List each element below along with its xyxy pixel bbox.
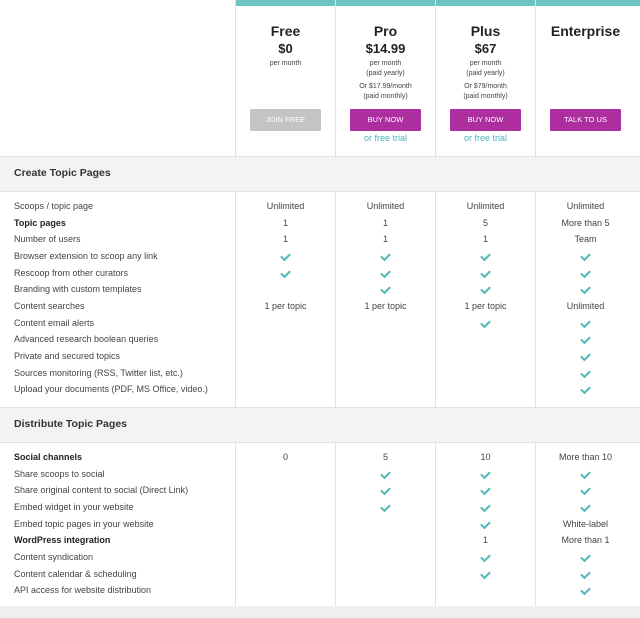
checkmark-icon: [480, 267, 491, 278]
feature-included-cell: [536, 552, 635, 562]
feature-row: [0, 216, 640, 233]
checkmark-icon: [580, 552, 591, 563]
checkmark-icon: [580, 267, 591, 278]
feature-value-cell: 1 per topic: [364, 300, 407, 311]
feature-value-cell: Unlimited: [266, 201, 305, 211]
plan-name: Free: [270, 23, 301, 39]
feature-label: Content calendar & scheduling: [14, 568, 137, 579]
plan-name: Plus: [470, 23, 501, 39]
feature-included-cell: [536, 351, 635, 361]
feature-included-cell: [336, 485, 435, 495]
checkmark-icon: [380, 251, 391, 262]
plan-price: $14.99: [365, 41, 406, 56]
feature-included-cell: [436, 251, 535, 261]
checkmark-icon: [580, 317, 591, 328]
checkmark-icon: [380, 468, 391, 479]
feature-included-cell: [536, 368, 635, 378]
checkmark-icon: [580, 284, 591, 295]
enterprise-talk-to-us-button[interactable]: TALK TO US: [550, 109, 621, 131]
feature-value-cell: 5: [482, 217, 488, 228]
feature-label: Content searches: [14, 300, 85, 311]
feature-value-cell: More than 1: [561, 535, 610, 546]
feature-label: Content syndication: [14, 551, 94, 562]
checkmark-icon: [580, 485, 591, 496]
feature-included-cell: [236, 251, 335, 261]
feature-included-cell: [436, 318, 535, 328]
feature-included-cell: [436, 502, 535, 512]
checkmark-icon: [280, 251, 291, 262]
checkmark-icon: [580, 568, 591, 579]
plan-price-note: (paid yearly): [366, 70, 405, 77]
checkmark-icon: [580, 468, 591, 479]
checkmark-icon: [480, 251, 491, 262]
feature-row: [0, 567, 640, 584]
feature-value-cell: Unlimited: [366, 201, 405, 211]
feature-row: [0, 366, 640, 383]
feature-value-cell: 1 per topic: [264, 300, 307, 311]
feature-row: [0, 266, 640, 283]
feature-value-cell: 1: [282, 217, 288, 228]
feature-label: Content email alerts: [14, 317, 95, 328]
checkmark-icon: [580, 351, 591, 362]
feature-included-cell: [536, 585, 635, 595]
feature-included-cell: [336, 284, 435, 294]
checkmark-icon: [380, 267, 391, 278]
plan-price-note: Or $17.99/month: [359, 83, 412, 90]
feature-row: [0, 467, 640, 484]
section-header: [0, 156, 640, 192]
feature-included-cell: [436, 485, 535, 495]
feature-value-cell: 10: [480, 452, 491, 462]
feature-row: [0, 299, 640, 316]
feature-label: Browser extension to scoop any link: [14, 250, 158, 261]
checkmark-icon: [480, 317, 491, 328]
feature-label: Branding with custom templates: [14, 284, 142, 295]
feature-row: [0, 316, 640, 333]
feature-included-cell: [436, 552, 535, 562]
feature-included-cell: [236, 268, 335, 278]
feature-value-cell: 1: [382, 217, 388, 228]
feature-included-cell: [536, 384, 635, 394]
checkmark-icon: [380, 485, 391, 496]
plan-pro: [336, 0, 435, 143]
checkmark-icon: [580, 502, 591, 513]
feature-label: WordPress integration: [14, 535, 111, 546]
checkmark-icon: [480, 468, 491, 479]
feature-included-cell: [336, 469, 435, 479]
checkmark-icon: [380, 502, 391, 513]
feature-row: [0, 500, 640, 517]
feature-value-cell: 1 per topic: [464, 300, 507, 311]
plan-price-note: (paid monthly): [463, 93, 508, 100]
feature-included-cell: [536, 318, 635, 328]
feature-row: [0, 450, 640, 467]
plan-name: Pro: [373, 23, 398, 39]
feature-included-cell: [436, 284, 535, 294]
section-title: Create Topic Pages: [14, 167, 111, 179]
feature-included-cell: [536, 268, 635, 278]
plan-price-note: Or $79/month: [464, 83, 507, 90]
plus-buy-now-button[interactable]: BUY NOW: [450, 109, 521, 131]
feature-label: Social channels: [14, 452, 83, 462]
feature-label: Embed topic pages in your website: [14, 518, 154, 529]
feature-row: [0, 550, 640, 567]
free-join-free-button[interactable]: JOIN FREE: [250, 109, 321, 131]
feature-included-cell: [336, 251, 435, 261]
pro-buy-now-button[interactable]: BUY NOW: [350, 109, 421, 131]
feature-included-cell: [436, 268, 535, 278]
plan-name: Enterprise: [550, 23, 621, 39]
checkmark-icon: [280, 267, 291, 278]
plus-free-trial-link[interactable]: or free trial: [463, 133, 507, 143]
feature-label: Share original content to social (Direct Link): [14, 485, 189, 496]
feature-row: [0, 232, 640, 249]
feature-label: Upload your documents (PDF, MS Office, video.): [14, 384, 208, 395]
checkmark-icon: [480, 568, 491, 579]
feature-row: [0, 332, 640, 349]
feature-included-cell: [436, 569, 535, 579]
plan-price-note: per month: [269, 60, 302, 67]
section-title: Distribute Topic Pages: [14, 418, 127, 430]
feature-included-cell: [536, 569, 635, 579]
checkmark-icon: [580, 367, 591, 378]
feature-value-cell: Unlimited: [466, 201, 505, 211]
checkmark-icon: [480, 552, 491, 563]
feature-included-cell: [336, 268, 435, 278]
feature-label: Advanced research boolean queries: [14, 334, 159, 345]
feature-label: Topic pages: [14, 217, 66, 228]
checkmark-icon: [380, 284, 391, 295]
feature-row: [0, 199, 640, 216]
plan-price: $0: [278, 41, 293, 56]
plan-price-note: per month: [469, 60, 502, 67]
feature-row: [0, 583, 640, 600]
checkmark-icon: [480, 284, 491, 295]
feature-row: [0, 249, 640, 266]
feature-value-cell: White-label: [562, 518, 609, 529]
feature-value-cell: 1: [282, 234, 288, 245]
feature-value-cell: 1: [482, 535, 488, 546]
feature-value-cell: 5: [382, 452, 388, 462]
feature-included-cell: [536, 485, 635, 495]
section-header: [0, 407, 640, 443]
feature-label: Rescoop from other curators: [14, 267, 129, 278]
feature-included-cell: [536, 284, 635, 294]
plan-enterprise: [536, 0, 635, 124]
feature-row: [0, 533, 640, 550]
page-bottom: [0, 606, 640, 618]
plan-price: $67: [474, 41, 497, 56]
feature-included-cell: [536, 251, 635, 261]
feature-label: Private and secured topics: [14, 350, 121, 361]
plan-plus: [436, 0, 535, 143]
feature-value-cell: Unlimited: [566, 201, 605, 211]
feature-included-cell: [436, 519, 535, 529]
feature-value-cell: 1: [482, 234, 488, 245]
checkmark-icon: [480, 518, 491, 529]
plan-price-note: (paid monthly): [363, 93, 408, 100]
plan-price-note: (paid yearly): [466, 70, 505, 77]
feature-label: Embed widget in your website: [14, 501, 134, 512]
feature-row: [0, 517, 640, 534]
feature-row: [0, 349, 640, 366]
feature-label: Scoops / topic page: [14, 201, 94, 211]
feature-value-cell: More than 10: [558, 452, 613, 462]
pro-free-trial-link[interactable]: or free trial: [363, 133, 407, 143]
checkmark-icon: [580, 334, 591, 345]
feature-value-cell: Unlimited: [566, 300, 605, 311]
feature-included-cell: [536, 334, 635, 344]
feature-included-cell: [436, 469, 535, 479]
feature-value-cell: More than 5: [561, 217, 610, 228]
feature-value-cell: Team: [574, 234, 597, 245]
feature-included-cell: [536, 469, 635, 479]
plan-price-note: per month: [369, 60, 402, 67]
feature-included-cell: [536, 502, 635, 512]
feature-label: Number of users: [14, 234, 81, 245]
feature-label: API access for website distribution: [14, 585, 152, 596]
checkmark-icon: [580, 585, 591, 596]
feature-row: [0, 282, 640, 299]
feature-label: Share scoops to social: [14, 468, 105, 479]
checkmark-icon: [580, 384, 591, 395]
checkmark-icon: [480, 502, 491, 513]
feature-included-cell: [336, 502, 435, 512]
feature-row: [0, 483, 640, 500]
feature-label: Sources monitoring (RSS, Twitter list, etc.): [14, 367, 183, 378]
feature-value-cell: 0: [282, 452, 288, 462]
checkmark-icon: [480, 485, 491, 496]
plan-free: [236, 0, 335, 124]
checkmark-icon: [580, 251, 591, 262]
feature-value-cell: 1: [382, 234, 388, 245]
feature-row: [0, 382, 640, 399]
